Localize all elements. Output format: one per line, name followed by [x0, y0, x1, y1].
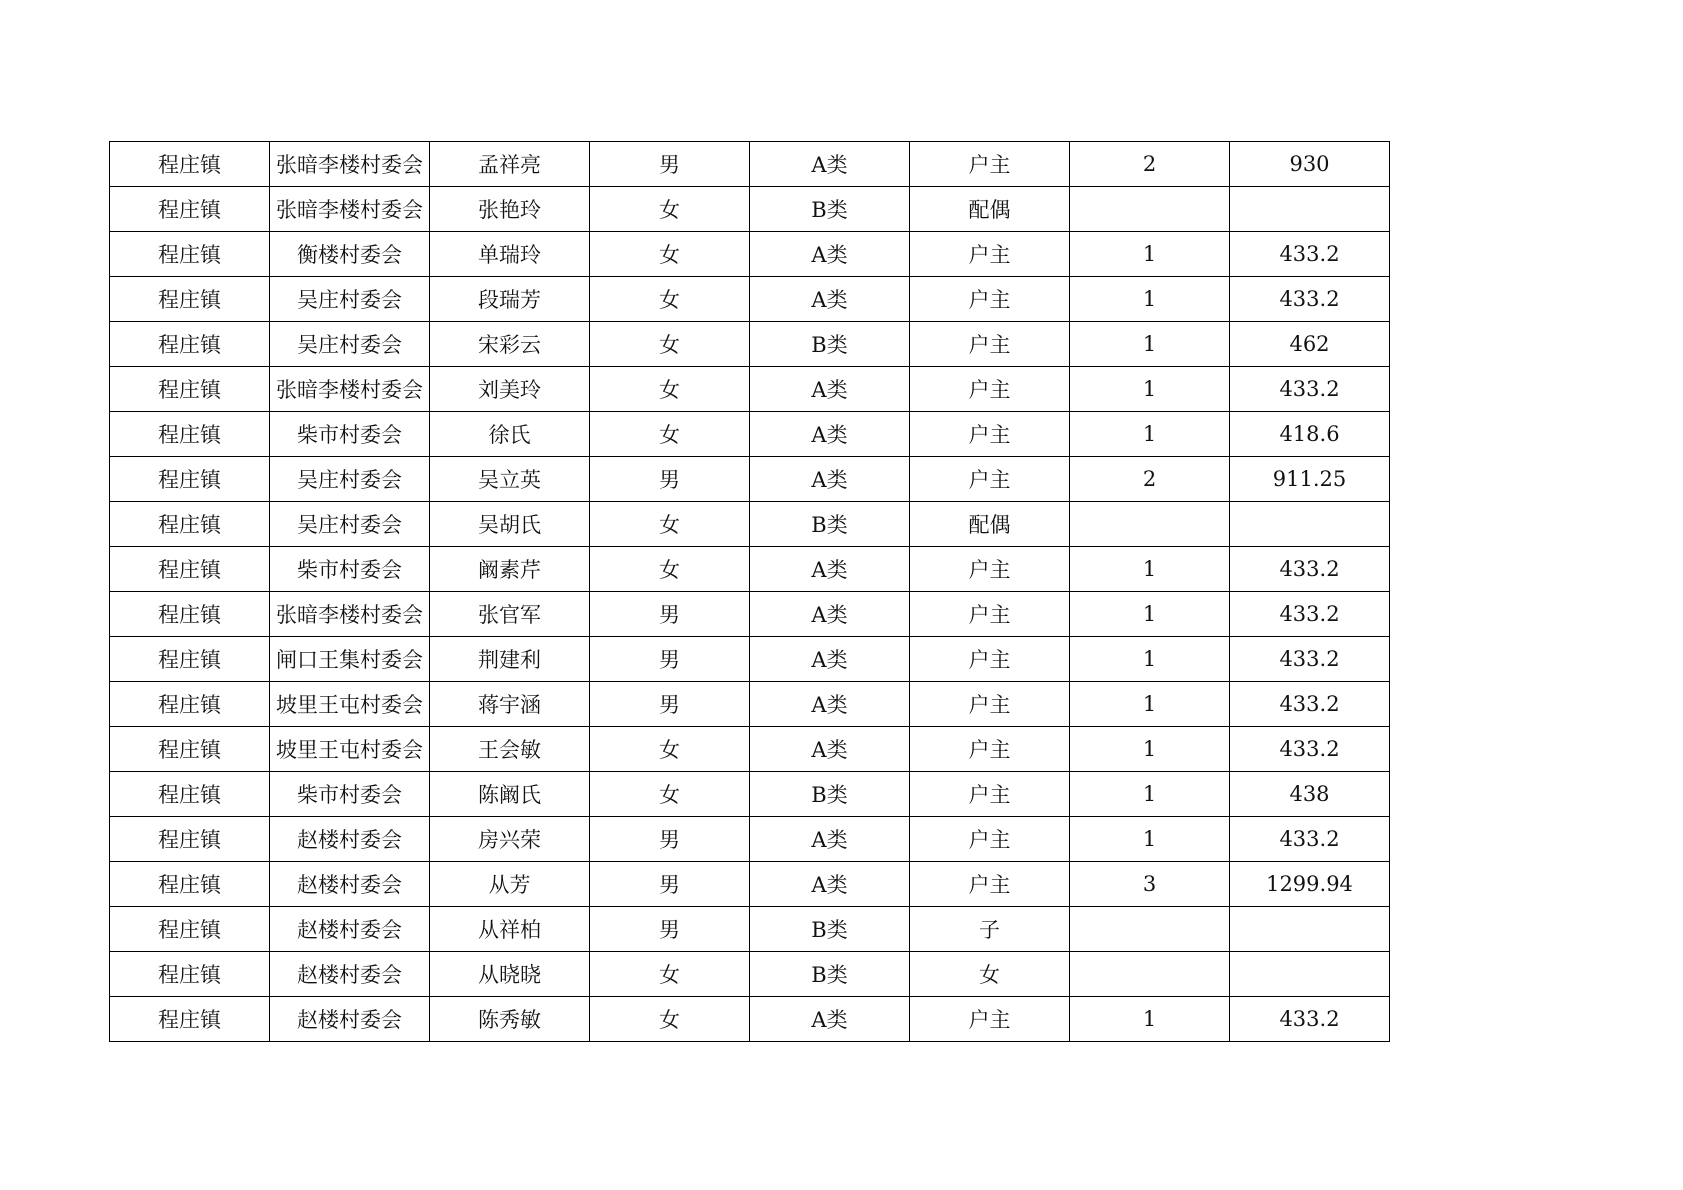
cell-person-name: 从晓晓	[430, 952, 590, 997]
cell-amount	[1230, 187, 1390, 232]
cell-amount: 433.2	[1230, 367, 1390, 412]
cell-person-name: 吴胡氏	[430, 502, 590, 547]
cell-category: A类	[750, 637, 910, 682]
table-row	[110, 907, 1390, 952]
cell-amount: 433.2	[1230, 592, 1390, 637]
cell-household-count: 1	[1070, 997, 1230, 1042]
cell-category: A类	[750, 727, 910, 772]
cell-amount: 433.2	[1230, 682, 1390, 727]
cell-household-count: 1	[1070, 412, 1230, 457]
cell-person-name: 陈阚氏	[430, 772, 590, 817]
cell-category: B类	[750, 322, 910, 367]
cell-household-count	[1070, 907, 1230, 952]
table-row	[110, 772, 1390, 817]
cell-town: 程庄镇	[110, 412, 270, 457]
table-row	[110, 547, 1390, 592]
table-row	[110, 817, 1390, 862]
table-row	[110, 142, 1390, 187]
cell-relation: 子	[910, 907, 1070, 952]
cell-town: 程庄镇	[110, 187, 270, 232]
cell-town: 程庄镇	[110, 457, 270, 502]
cell-relation: 户主	[910, 862, 1070, 907]
cell-category: A类	[750, 547, 910, 592]
cell-town: 程庄镇	[110, 727, 270, 772]
cell-household-count: 1	[1070, 637, 1230, 682]
cell-relation: 户主	[910, 232, 1070, 277]
cell-person-name: 孟祥亮	[430, 142, 590, 187]
cell-village-committee: 张暗李楼村委会	[270, 187, 430, 232]
cell-village-committee: 坡里王屯村委会	[270, 682, 430, 727]
cell-person-name: 吴立英	[430, 457, 590, 502]
cell-relation: 户主	[910, 637, 1070, 682]
cell-gender: 女	[590, 952, 750, 997]
cell-village-committee: 吴庄村委会	[270, 502, 430, 547]
cell-category: A类	[750, 142, 910, 187]
cell-gender: 女	[590, 187, 750, 232]
cell-amount: 911.25	[1230, 457, 1390, 502]
cell-relation: 户主	[910, 322, 1070, 367]
cell-relation: 户主	[910, 817, 1070, 862]
cell-person-name: 从祥柏	[430, 907, 590, 952]
cell-town: 程庄镇	[110, 592, 270, 637]
table-row	[110, 367, 1390, 412]
cell-relation: 户主	[910, 772, 1070, 817]
cell-household-count: 1	[1070, 592, 1230, 637]
cell-relation: 配偶	[910, 502, 1070, 547]
cell-village-committee: 吴庄村委会	[270, 277, 430, 322]
cell-town: 程庄镇	[110, 277, 270, 322]
cell-village-committee: 赵楼村委会	[270, 817, 430, 862]
cell-relation: 女	[910, 952, 1070, 997]
cell-gender: 男	[590, 592, 750, 637]
cell-gender: 女	[590, 232, 750, 277]
table-row	[110, 277, 1390, 322]
cell-category: A类	[750, 682, 910, 727]
cell-household-count: 1	[1070, 322, 1230, 367]
data-table	[109, 141, 1390, 1042]
cell-village-committee: 闸口王集村委会	[270, 637, 430, 682]
cell-household-count: 3	[1070, 862, 1230, 907]
cell-village-committee: 柴市村委会	[270, 772, 430, 817]
cell-town: 程庄镇	[110, 817, 270, 862]
cell-category: A类	[750, 232, 910, 277]
cell-household-count: 2	[1070, 142, 1230, 187]
cell-gender: 女	[590, 277, 750, 322]
cell-person-name: 段瑞芳	[430, 277, 590, 322]
cell-household-count: 1	[1070, 367, 1230, 412]
cell-relation: 户主	[910, 412, 1070, 457]
cell-gender: 男	[590, 907, 750, 952]
cell-category: A类	[750, 592, 910, 637]
table-body	[110, 142, 1390, 1042]
cell-person-name: 刘美玲	[430, 367, 590, 412]
cell-household-count	[1070, 952, 1230, 997]
cell-relation: 户主	[910, 997, 1070, 1042]
cell-gender: 女	[590, 727, 750, 772]
table-row	[110, 862, 1390, 907]
cell-gender: 男	[590, 637, 750, 682]
cell-gender: 女	[590, 412, 750, 457]
cell-town: 程庄镇	[110, 997, 270, 1042]
cell-town: 程庄镇	[110, 367, 270, 412]
cell-relation: 户主	[910, 547, 1070, 592]
cell-category: B类	[750, 907, 910, 952]
cell-person-name: 蒋宇涵	[430, 682, 590, 727]
cell-category: A类	[750, 457, 910, 502]
cell-relation: 配偶	[910, 187, 1070, 232]
cell-village-committee: 衡楼村委会	[270, 232, 430, 277]
cell-amount	[1230, 907, 1390, 952]
table-row	[110, 997, 1390, 1042]
cell-gender: 女	[590, 322, 750, 367]
cell-relation: 户主	[910, 457, 1070, 502]
cell-gender: 男	[590, 682, 750, 727]
cell-amount: 433.2	[1230, 997, 1390, 1042]
cell-relation: 户主	[910, 592, 1070, 637]
cell-amount: 433.2	[1230, 277, 1390, 322]
cell-person-name: 宋彩云	[430, 322, 590, 367]
cell-household-count: 1	[1070, 772, 1230, 817]
cell-town: 程庄镇	[110, 502, 270, 547]
cell-household-count: 1	[1070, 817, 1230, 862]
cell-gender: 男	[590, 457, 750, 502]
cell-category: A类	[750, 817, 910, 862]
cell-village-committee: 赵楼村委会	[270, 952, 430, 997]
cell-household-count	[1070, 502, 1230, 547]
table-row	[110, 682, 1390, 727]
cell-household-count: 1	[1070, 727, 1230, 772]
cell-town: 程庄镇	[110, 232, 270, 277]
cell-household-count: 1	[1070, 682, 1230, 727]
cell-household-count	[1070, 187, 1230, 232]
cell-gender: 男	[590, 862, 750, 907]
table-row	[110, 457, 1390, 502]
table-row	[110, 637, 1390, 682]
cell-amount	[1230, 952, 1390, 997]
table-row	[110, 502, 1390, 547]
cell-category: B类	[750, 187, 910, 232]
table-row	[110, 232, 1390, 277]
cell-town: 程庄镇	[110, 142, 270, 187]
cell-amount	[1230, 502, 1390, 547]
cell-village-committee: 柴市村委会	[270, 547, 430, 592]
cell-amount: 462	[1230, 322, 1390, 367]
cell-person-name: 单瑞玲	[430, 232, 590, 277]
table-row	[110, 322, 1390, 367]
cell-town: 程庄镇	[110, 637, 270, 682]
cell-amount: 418.6	[1230, 412, 1390, 457]
cell-gender: 女	[590, 502, 750, 547]
cell-category: A类	[750, 862, 910, 907]
cell-person-name: 徐氏	[430, 412, 590, 457]
cell-amount: 433.2	[1230, 817, 1390, 862]
cell-relation: 户主	[910, 142, 1070, 187]
table-row	[110, 727, 1390, 772]
cell-gender: 女	[590, 772, 750, 817]
cell-household-count: 1	[1070, 547, 1230, 592]
cell-gender: 女	[590, 547, 750, 592]
cell-category: B类	[750, 502, 910, 547]
cell-village-committee: 赵楼村委会	[270, 997, 430, 1042]
cell-village-committee: 赵楼村委会	[270, 907, 430, 952]
cell-category: B类	[750, 952, 910, 997]
cell-town: 程庄镇	[110, 952, 270, 997]
cell-amount: 433.2	[1230, 232, 1390, 277]
cell-village-committee: 吴庄村委会	[270, 322, 430, 367]
cell-relation: 户主	[910, 367, 1070, 412]
cell-village-committee: 柴市村委会	[270, 412, 430, 457]
cell-household-count: 1	[1070, 277, 1230, 322]
cell-person-name: 房兴荣	[430, 817, 590, 862]
cell-town: 程庄镇	[110, 682, 270, 727]
cell-category: A类	[750, 367, 910, 412]
cell-town: 程庄镇	[110, 907, 270, 952]
table-row	[110, 412, 1390, 457]
cell-village-committee: 坡里王屯村委会	[270, 727, 430, 772]
cell-category: A类	[750, 412, 910, 457]
cell-gender: 男	[590, 142, 750, 187]
cell-person-name: 陈秀敏	[430, 997, 590, 1042]
cell-town: 程庄镇	[110, 772, 270, 817]
cell-village-committee: 张暗李楼村委会	[270, 367, 430, 412]
cell-household-count: 1	[1070, 232, 1230, 277]
cell-gender: 女	[590, 997, 750, 1042]
table-row	[110, 952, 1390, 997]
cell-village-committee: 张暗李楼村委会	[270, 142, 430, 187]
cell-person-name: 荆建利	[430, 637, 590, 682]
table-row	[110, 187, 1390, 232]
cell-category: A类	[750, 277, 910, 322]
cell-gender: 男	[590, 817, 750, 862]
cell-person-name: 张官军	[430, 592, 590, 637]
cell-relation: 户主	[910, 727, 1070, 772]
cell-relation: 户主	[910, 277, 1070, 322]
cell-category: A类	[750, 997, 910, 1042]
cell-village-committee: 张暗李楼村委会	[270, 592, 430, 637]
cell-amount: 438	[1230, 772, 1390, 817]
cell-village-committee: 赵楼村委会	[270, 862, 430, 907]
cell-amount: 433.2	[1230, 547, 1390, 592]
cell-town: 程庄镇	[110, 862, 270, 907]
cell-amount: 433.2	[1230, 727, 1390, 772]
cell-town: 程庄镇	[110, 322, 270, 367]
cell-amount: 930	[1230, 142, 1390, 187]
cell-village-committee: 吴庄村委会	[270, 457, 430, 502]
cell-person-name: 张艳玲	[430, 187, 590, 232]
cell-person-name: 阚素芹	[430, 547, 590, 592]
cell-household-count: 2	[1070, 457, 1230, 502]
cell-person-name: 从芳	[430, 862, 590, 907]
cell-category: B类	[750, 772, 910, 817]
table-row	[110, 592, 1390, 637]
cell-person-name: 王会敏	[430, 727, 590, 772]
cell-amount: 433.2	[1230, 637, 1390, 682]
cell-relation: 户主	[910, 682, 1070, 727]
cell-amount: 1299.94	[1230, 862, 1390, 907]
cell-town: 程庄镇	[110, 547, 270, 592]
cell-gender: 女	[590, 367, 750, 412]
